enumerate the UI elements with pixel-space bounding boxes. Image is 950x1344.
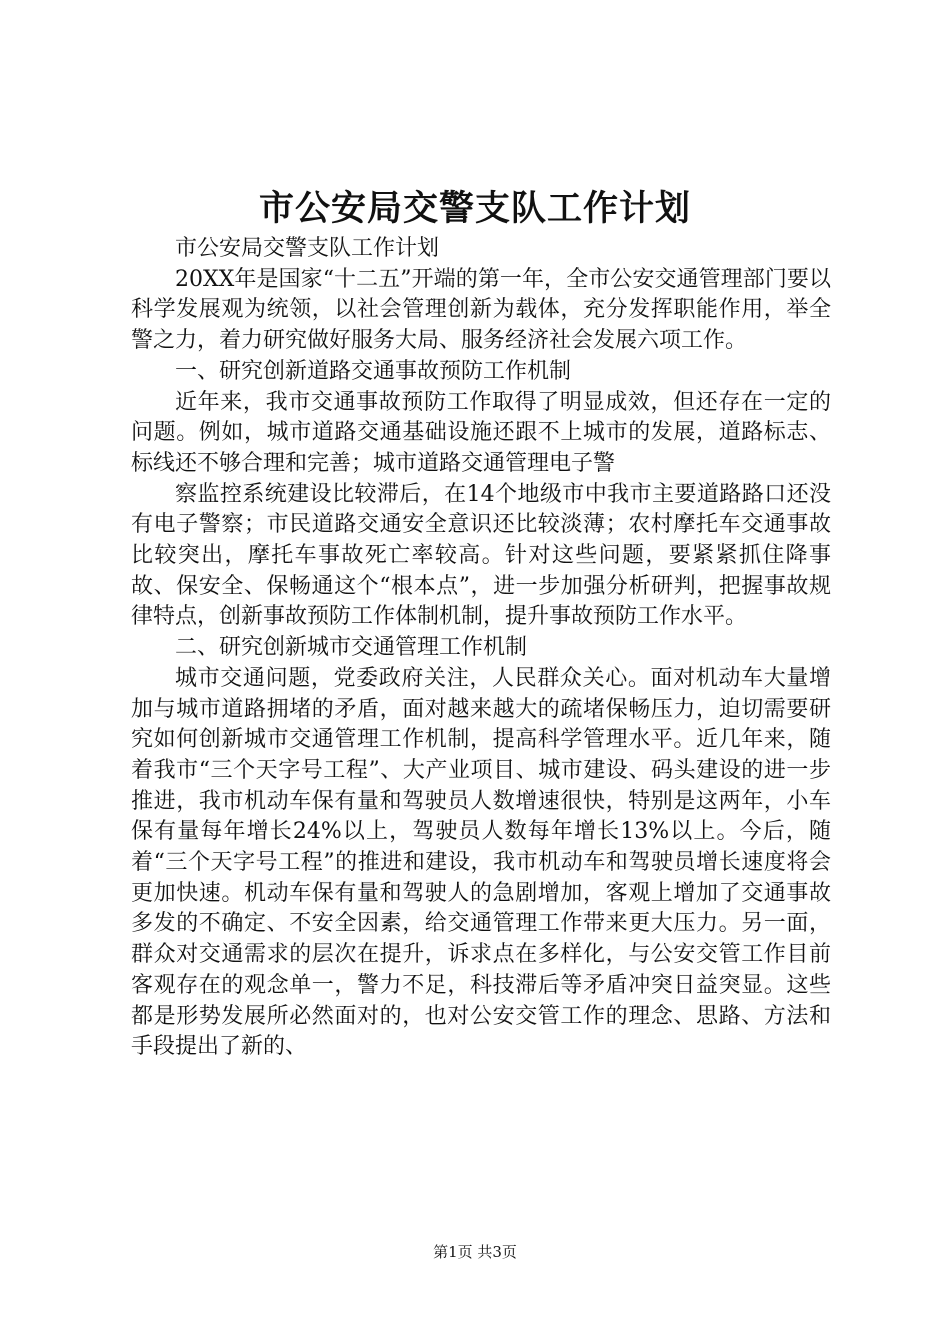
section-heading-1: 一、研究创新道路交通事故预防工作机制 [175, 358, 572, 384]
paragraph-intro: 20XX年是国家“十二五”开端的第一年，全市公安交通管理部门要以科学发展观为统领，以社会管理创新为载体，充分发挥职能作用，举全警之力，着力研究做好服务大局、服务经济社会发展六项工作。 [131, 266, 831, 354]
paragraph-doc-title: 市公安局交警支队工作计划 [175, 236, 440, 261]
paragraph-section-1: 近年来，我市交通事故预防工作取得了明显成效，但还存在一定的问题。例如，城市道路交通基础设施还跟不上城市的发展，道路标志、标线还不够合理和完善；城市道路交通管理电子警 [131, 389, 831, 476]
page-number: 第1页 共3页 [433, 1243, 517, 1261]
paragraph-section-1-cont: 察监控系统建设比较滞后，在14个地级市中我市主要道路路口还没有电子警察；市民道路交通安全意识还比较淡薄；农村摩托车交通事故比较突出，摩托车事故死亡率较高。针对这些问题，要紧紧抓住降事故、保安全、保畅通这个“根本点”，进一步加强分析研判，把握事故规律特点，创新事故预防工作体制机制，提升事故预防工作水平。 [131, 481, 831, 630]
document-body [131, 234, 831, 1063]
document-title: 市公安局交警支队工作计划 [258, 188, 691, 229]
paragraph-section-2: 城市交通问题，党委政府关注，人民群众关心。面对机动车大量增加与城市道路拥堵的矛盾，面对越来越大的疏堵保畅压力，迫切需要研究如何创新城市交通管理工作机制，提高科学管理水平。近几年来，随着我市“三个天字号工程”、大产业项目、城市建设、码头建设的进一步推进，我市机动车保有量和驾驶员人数增速很快，特别是这两年，小车保有量每年增长24%以上，驾驶员人数每年增长13%以上。今后，随着“三个天字号工程”的推进和建设，我市机动车和驾驶员增长速度将会更加快速。机动车保有量和驾驶人的急剧增加，客观上增加了交通事故多发的不确定、不安全因素，给交通管理工作带来更大压力。另一面，群众对交通需求的层次在提升，诉求点在多样化，与公安交管工作目前客观存在的观念单一，警力不足，科技滞后等矛盾冲突日益突显。这些都是形势发展所必然面对的，也对公安交管工作的理念、思路、方法和手段提出了新的、 [131, 665, 831, 1060]
section-heading-2: 二、研究创新城市交通管理工作机制 [175, 635, 528, 661]
